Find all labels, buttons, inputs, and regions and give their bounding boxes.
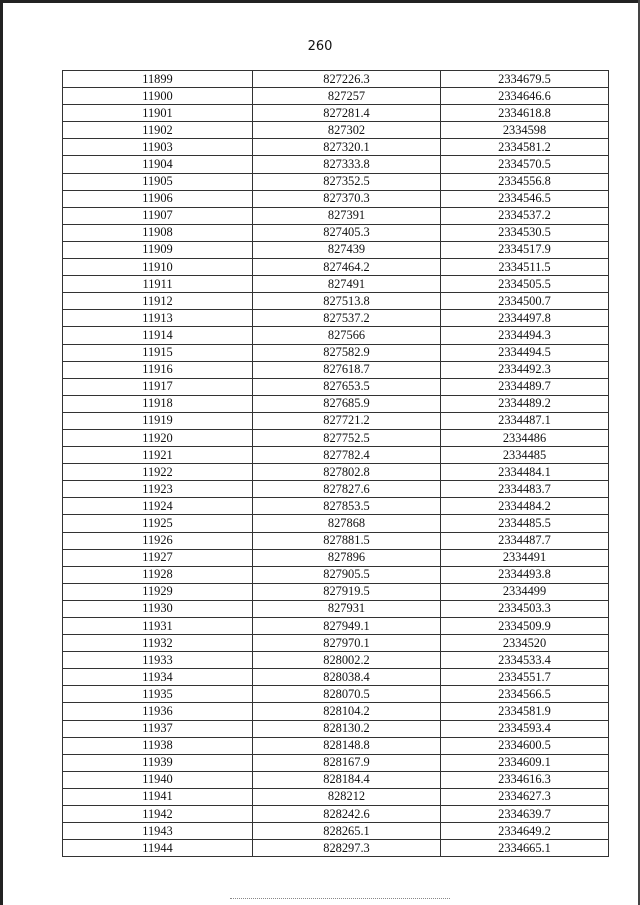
scan-edge-left: [0, 0, 3, 905]
point-number-cell: 11913: [63, 310, 253, 327]
x-coordinate-cell: 827949.1: [253, 618, 441, 635]
table-row: [63, 224, 609, 241]
y-coordinate-cell: 2334494.3: [441, 327, 609, 344]
point-number-cell: 11922: [63, 464, 253, 481]
y-coordinate-cell: 2334646.6: [441, 88, 609, 105]
y-coordinate-cell: 2334530.5: [441, 224, 609, 241]
x-coordinate-cell: 827905.5: [253, 566, 441, 583]
footer-dotted-line: [230, 898, 450, 900]
x-coordinate-cell: 827370.3: [253, 190, 441, 207]
y-coordinate-cell: 2334598: [441, 122, 609, 139]
point-number-cell: 11911: [63, 276, 253, 293]
point-number-cell: 11903: [63, 139, 253, 156]
table-row: [63, 737, 609, 754]
table-row: [63, 566, 609, 583]
table-row: [63, 190, 609, 207]
y-coordinate-cell: 2334593.4: [441, 720, 609, 737]
x-coordinate-cell: 828212: [253, 788, 441, 805]
x-coordinate-cell: 827491: [253, 276, 441, 293]
x-coordinate-cell: 827970.1: [253, 635, 441, 652]
table-row: [63, 395, 609, 412]
point-number-cell: 11932: [63, 635, 253, 652]
point-number-cell: 11907: [63, 207, 253, 224]
table-row: [63, 361, 609, 378]
point-number-cell: 11917: [63, 378, 253, 395]
table-row: [63, 241, 609, 258]
y-coordinate-cell: 2334649.2: [441, 823, 609, 840]
y-coordinate-cell: 2334665.1: [441, 840, 609, 857]
coordinates-table-body: [63, 71, 609, 857]
point-number-cell: 11909: [63, 241, 253, 258]
x-coordinate-cell: 827919.5: [253, 583, 441, 600]
x-coordinate-cell: 827257: [253, 88, 441, 105]
x-coordinate-cell: 828265.1: [253, 823, 441, 840]
point-number-cell: 11925: [63, 515, 253, 532]
point-number-cell: 11937: [63, 720, 253, 737]
x-coordinate-cell: 827802.8: [253, 464, 441, 481]
table-row: [63, 88, 609, 105]
y-coordinate-cell: 2334503.3: [441, 600, 609, 617]
point-number-cell: 11934: [63, 669, 253, 686]
point-number-cell: 11919: [63, 412, 253, 429]
y-coordinate-cell: 2334570.5: [441, 156, 609, 173]
page-number: 260: [307, 39, 333, 54]
y-coordinate-cell: 2334492.3: [441, 361, 609, 378]
y-coordinate-cell: 2334489.7: [441, 378, 609, 395]
x-coordinate-cell: 827853.5: [253, 498, 441, 515]
y-coordinate-cell: 2334491: [441, 549, 609, 566]
y-coordinate-cell: 2334493.8: [441, 566, 609, 583]
table-row: [63, 156, 609, 173]
x-coordinate-cell: 827881.5: [253, 532, 441, 549]
x-coordinate-cell: 828242.6: [253, 806, 441, 823]
x-coordinate-cell: 828167.9: [253, 754, 441, 771]
table-row: [63, 771, 609, 788]
table-row: [63, 173, 609, 190]
x-coordinate-cell: 827513.8: [253, 293, 441, 310]
point-number-cell: 11904: [63, 156, 253, 173]
point-number-cell: 11916: [63, 361, 253, 378]
table-row: [63, 139, 609, 156]
table-row: [63, 464, 609, 481]
y-coordinate-cell: 2334679.5: [441, 71, 609, 88]
x-coordinate-cell: 827868: [253, 515, 441, 532]
table-row: [63, 583, 609, 600]
table-row: [63, 806, 609, 823]
y-coordinate-cell: 2334618.8: [441, 105, 609, 122]
table-row: [63, 498, 609, 515]
table-row: [63, 635, 609, 652]
point-number-cell: 11902: [63, 122, 253, 139]
x-coordinate-cell: 827782.4: [253, 447, 441, 464]
x-coordinate-cell: 827439: [253, 241, 441, 258]
x-coordinate-cell: 827405.3: [253, 224, 441, 241]
y-coordinate-cell: 2334551.7: [441, 669, 609, 686]
y-coordinate-cell: 2334537.2: [441, 207, 609, 224]
x-coordinate-cell: 828070.5: [253, 686, 441, 703]
point-number-cell: 11933: [63, 652, 253, 669]
y-coordinate-cell: 2334556.8: [441, 173, 609, 190]
y-coordinate-cell: 2334487.7: [441, 532, 609, 549]
x-coordinate-cell: 827226.3: [253, 71, 441, 88]
x-coordinate-cell: 827566: [253, 327, 441, 344]
x-coordinate-cell: 827333.8: [253, 156, 441, 173]
x-coordinate-cell: 827931: [253, 600, 441, 617]
point-number-cell: 11940: [63, 771, 253, 788]
x-coordinate-cell: 827302: [253, 122, 441, 139]
point-number-cell: 11905: [63, 173, 253, 190]
y-coordinate-cell: 2334520: [441, 635, 609, 652]
x-coordinate-cell: 827653.5: [253, 378, 441, 395]
point-number-cell: 11906: [63, 190, 253, 207]
y-coordinate-cell: 2334566.5: [441, 686, 609, 703]
x-coordinate-cell: 828184.4: [253, 771, 441, 788]
table-row: [63, 823, 609, 840]
table-row: [63, 481, 609, 498]
x-coordinate-cell: 828297.3: [253, 840, 441, 857]
y-coordinate-cell: 2334497.8: [441, 310, 609, 327]
table-row: [63, 652, 609, 669]
y-coordinate-cell: 2334487.1: [441, 412, 609, 429]
point-number-cell: 11944: [63, 840, 253, 857]
table-row: [63, 703, 609, 720]
x-coordinate-cell: 828002.2: [253, 652, 441, 669]
point-number-cell: 11921: [63, 447, 253, 464]
point-number-cell: 11938: [63, 737, 253, 754]
table-row: [63, 310, 609, 327]
x-coordinate-cell: 827618.7: [253, 361, 441, 378]
y-coordinate-cell: 2334517.9: [441, 241, 609, 258]
table-row: [63, 293, 609, 310]
table-row: [63, 549, 609, 566]
y-coordinate-cell: 2334627.3: [441, 788, 609, 805]
point-number-cell: 11920: [63, 429, 253, 446]
point-number-cell: 11931: [63, 618, 253, 635]
y-coordinate-cell: 2334494.5: [441, 344, 609, 361]
point-number-cell: 11926: [63, 532, 253, 549]
y-coordinate-cell: 2334485: [441, 447, 609, 464]
point-number-cell: 11901: [63, 105, 253, 122]
y-coordinate-cell: 2334609.1: [441, 754, 609, 771]
y-coordinate-cell: 2334484.2: [441, 498, 609, 515]
table-row: [63, 720, 609, 737]
point-number-cell: 11900: [63, 88, 253, 105]
y-coordinate-cell: 2334500.7: [441, 293, 609, 310]
table-row: [63, 207, 609, 224]
point-number-cell: 11918: [63, 395, 253, 412]
x-coordinate-cell: 827464.2: [253, 259, 441, 276]
point-number-cell: 11936: [63, 703, 253, 720]
point-number-cell: 11915: [63, 344, 253, 361]
coordinates-table: [62, 70, 609, 857]
point-number-cell: 11914: [63, 327, 253, 344]
point-number-cell: 11912: [63, 293, 253, 310]
x-coordinate-cell: 827721.2: [253, 412, 441, 429]
x-coordinate-cell: 828148.8: [253, 737, 441, 754]
point-number-cell: 11928: [63, 566, 253, 583]
point-number-cell: 11943: [63, 823, 253, 840]
point-number-cell: 11923: [63, 481, 253, 498]
point-number-cell: 11908: [63, 224, 253, 241]
x-coordinate-cell: 827281.4: [253, 105, 441, 122]
y-coordinate-cell: 2334511.5: [441, 259, 609, 276]
x-coordinate-cell: 827352.5: [253, 173, 441, 190]
x-coordinate-cell: 827391: [253, 207, 441, 224]
x-coordinate-cell: 828038.4: [253, 669, 441, 686]
table-row: [63, 259, 609, 276]
table-row: [63, 122, 609, 139]
y-coordinate-cell: 2334581.2: [441, 139, 609, 156]
point-number-cell: 11935: [63, 686, 253, 703]
table-row: [63, 344, 609, 361]
table-row: [63, 840, 609, 857]
table-row: [63, 686, 609, 703]
y-coordinate-cell: 2334616.3: [441, 771, 609, 788]
table-row: [63, 515, 609, 532]
table-row: [63, 429, 609, 446]
table-row: [63, 532, 609, 549]
table-row: [63, 276, 609, 293]
point-number-cell: 11942: [63, 806, 253, 823]
x-coordinate-cell: 827582.9: [253, 344, 441, 361]
x-coordinate-cell: 827685.9: [253, 395, 441, 412]
y-coordinate-cell: 2334581.9: [441, 703, 609, 720]
table-row: [63, 618, 609, 635]
y-coordinate-cell: 2334483.7: [441, 481, 609, 498]
table-row: [63, 447, 609, 464]
point-number-cell: 11924: [63, 498, 253, 515]
y-coordinate-cell: 2334486: [441, 429, 609, 446]
y-coordinate-cell: 2334499: [441, 583, 609, 600]
x-coordinate-cell: 827827.6: [253, 481, 441, 498]
point-number-cell: 11941: [63, 788, 253, 805]
x-coordinate-cell: 827752.5: [253, 429, 441, 446]
table-row: [63, 71, 609, 88]
table-row: [63, 105, 609, 122]
y-coordinate-cell: 2334533.4: [441, 652, 609, 669]
table-row: [63, 412, 609, 429]
y-coordinate-cell: 2334546.5: [441, 190, 609, 207]
table-row: [63, 600, 609, 617]
y-coordinate-cell: 2334505.5: [441, 276, 609, 293]
y-coordinate-cell: 2334509.9: [441, 618, 609, 635]
point-number-cell: 11939: [63, 754, 253, 771]
y-coordinate-cell: 2334600.5: [441, 737, 609, 754]
x-coordinate-cell: 827896: [253, 549, 441, 566]
table-row: [63, 788, 609, 805]
table-row: [63, 669, 609, 686]
point-number-cell: 11910: [63, 259, 253, 276]
point-number-cell: 11930: [63, 600, 253, 617]
point-number-cell: 11899: [63, 71, 253, 88]
x-coordinate-cell: 827537.2: [253, 310, 441, 327]
x-coordinate-cell: 828130.2: [253, 720, 441, 737]
x-coordinate-cell: 827320.1: [253, 139, 441, 156]
table-row: [63, 327, 609, 344]
y-coordinate-cell: 2334485.5: [441, 515, 609, 532]
y-coordinate-cell: 2334489.2: [441, 395, 609, 412]
scan-edge-top: [0, 0, 640, 3]
point-number-cell: 11929: [63, 583, 253, 600]
table-row: [63, 378, 609, 395]
y-coordinate-cell: 2334484.1: [441, 464, 609, 481]
x-coordinate-cell: 828104.2: [253, 703, 441, 720]
table-row: [63, 754, 609, 771]
point-number-cell: 11927: [63, 549, 253, 566]
y-coordinate-cell: 2334639.7: [441, 806, 609, 823]
